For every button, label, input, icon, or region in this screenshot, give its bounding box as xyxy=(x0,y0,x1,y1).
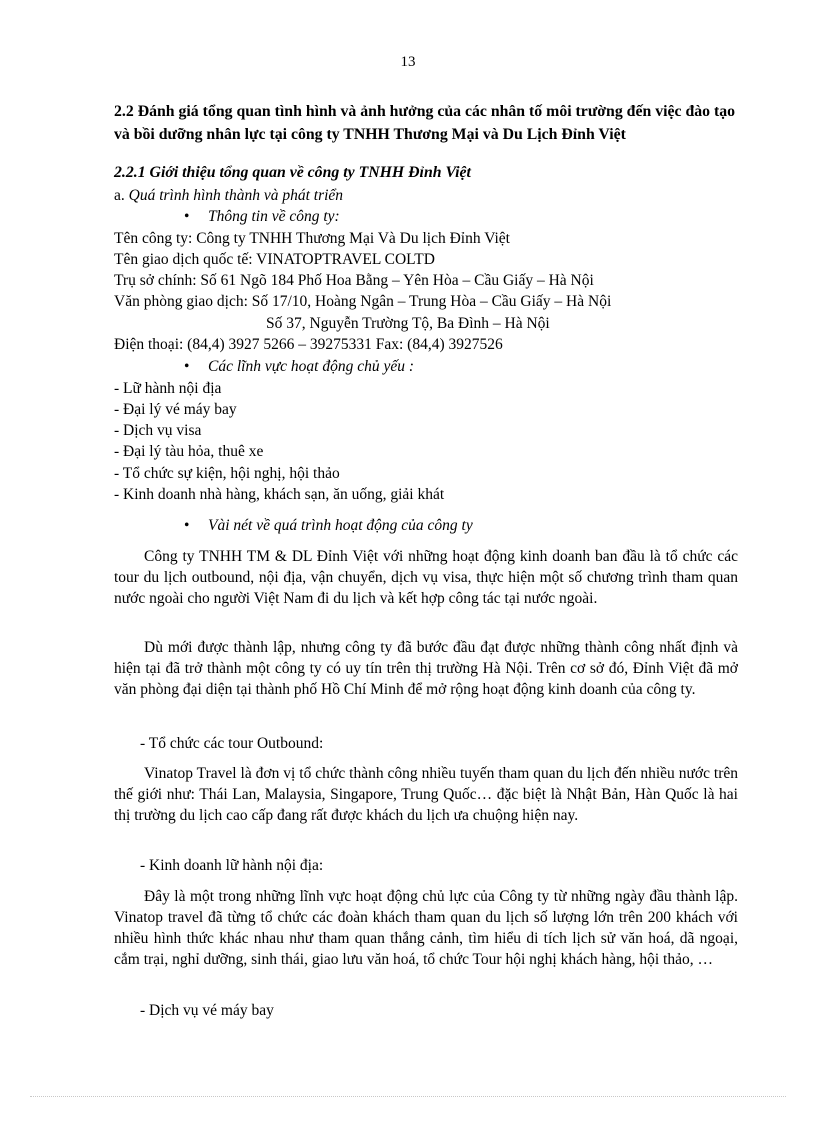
bullet-dot-icon: • xyxy=(184,208,190,225)
page-number: 13 xyxy=(400,54,416,70)
info-line: Trụ sở chính: Số 61 Ngõ 184 Phố Hoa Bằng – Yên Hòa – Cầu Giấy – Hà Nội xyxy=(114,272,594,289)
bullet-history-label: Vài nét về quá trình hoạt động của công ty xyxy=(208,517,473,534)
paragraph-text: Đây là một trong những lĩnh vực hoạt động chủ lực của Công ty từ những ngày đầu thành lập. Vinatop travel đã từng tổ chức các đoàn khách tham quan du lịch số lượng lớn trên 200 khách với nhiều hình thức khác nhau như tham quan thắng cảnh, tìm hiểu di tích lịch sử văn hoá, dã ngoại, cắm trại, nghỉ dưỡng, sinh thái, giao lưu văn hoá, tổ chức Tour hội nghị khách hàng, hội thảo, … xyxy=(114,888,738,968)
footer-divider xyxy=(30,1096,786,1097)
info-phone: Điện thoại: (84,4) 3927 5266 – 39275331 Fax: (84,4) 3927526 xyxy=(114,336,503,353)
paragraph-text: Công ty TNHH TM & DL Đỉnh Việt với những hoạt động kinh doanh ban đầu là tổ chức các tour du lịch outbound, nội địa, vận chuyển, dịch vụ visa, thực hiện một số chương trình tham quan nước ngoài cho người Việt Nam đi du lịch và kết hợp công tác tại nước ngoài. xyxy=(114,548,738,607)
paragraph-text: Dù mới được thành lập, nhưng công ty đã bước đầu đạt được những thành công nhất định và hiện tại đã trở thành một công ty có uy tín trên thị trường Hà Nội. Trên cơ sở đó, Đỉnh Việt đã mở văn phòng đại diện tại thành phố Hồ Chí Minh để mở rộng hoạt động kinh doanh của công ty. xyxy=(114,639,738,698)
item-ticket: - Dịch vụ vé máy bay xyxy=(140,1002,274,1019)
item-outbound: - Tổ chức các tour Outbound: xyxy=(140,735,324,752)
paragraph-text: Vinatop Travel là đơn vị tổ chức thành công nhiều tuyến tham quan du lịch đến nhiều nước trên thế giới như: Thái Lan, Malaysia, Singapore, Trung Quốc… đặc biệt là Nhật Bản, Hàn Quốc là hai thị trường du lịch cao cấp đang rất được khách du lịch ưa chuộng hiện nay. xyxy=(114,765,738,824)
paragraph xyxy=(114,637,738,700)
field-item: - Kinh doanh nhà hàng, khách sạn, ăn uống, giải khát xyxy=(114,486,445,503)
field-item: - Đại lý vé máy bay xyxy=(114,401,237,418)
info-line: Văn phòng giao dịch: Số 17/10, Hoàng Ngân – Trung Hòa – Cầu Giấy – Hà Nội xyxy=(114,293,612,310)
bullet-dot-icon: • xyxy=(184,517,190,534)
field-item: - Đại lý tàu hỏa, thuê xe xyxy=(114,443,264,460)
subsection-a-title: Quá trình hình thành và phát triển xyxy=(128,187,344,204)
subsection-a xyxy=(114,186,343,206)
field-item: - Tổ chức sự kiện, hội nghị, hội thảo xyxy=(114,465,340,482)
field-item: - Dịch vụ visa xyxy=(114,422,202,439)
info-line-office2: Số 37, Nguyễn Trường Tộ, Ba Đình – Hà Nội xyxy=(266,315,550,332)
bullet-company-info-label: Thông tin về công ty: xyxy=(208,208,340,225)
bullet-history xyxy=(184,516,473,536)
bullet-fields xyxy=(184,357,414,377)
info-line: Tên công ty: Công ty TNHH Thương Mại Và Du lịch Đỉnh Việt xyxy=(114,230,510,247)
bullet-fields-label: Các lĩnh vực hoạt động chủ yếu : xyxy=(208,358,415,375)
bullet-company-info xyxy=(184,207,340,227)
section-heading-2-2: 2.2 Đánh giá tổng quan tình hình và ảnh hưởng của các nhân tố môi trường đến việc đào tạo và bồi dưỡng nhân lực tại công ty TNHH Thương Mại và Du Lịch Đỉnh Việt xyxy=(114,103,736,143)
item-domestic: - Kinh doanh lữ hành nội địa: xyxy=(140,857,324,874)
paragraph xyxy=(114,886,738,970)
subsection-a-prefix: a. xyxy=(114,187,125,204)
section-heading-2-2-1: 2.2.1 Giới thiệu tổng quan về công ty TNHH Đỉnh Việt xyxy=(114,164,471,181)
paragraph xyxy=(114,763,738,826)
field-item: - Lữ hành nội địa xyxy=(114,380,222,397)
paragraph xyxy=(114,546,738,609)
bullet-dot-icon: • xyxy=(184,358,190,375)
info-line: Tên giao dịch quốc tế: VINATOPTRAVEL COLTD xyxy=(114,251,435,268)
